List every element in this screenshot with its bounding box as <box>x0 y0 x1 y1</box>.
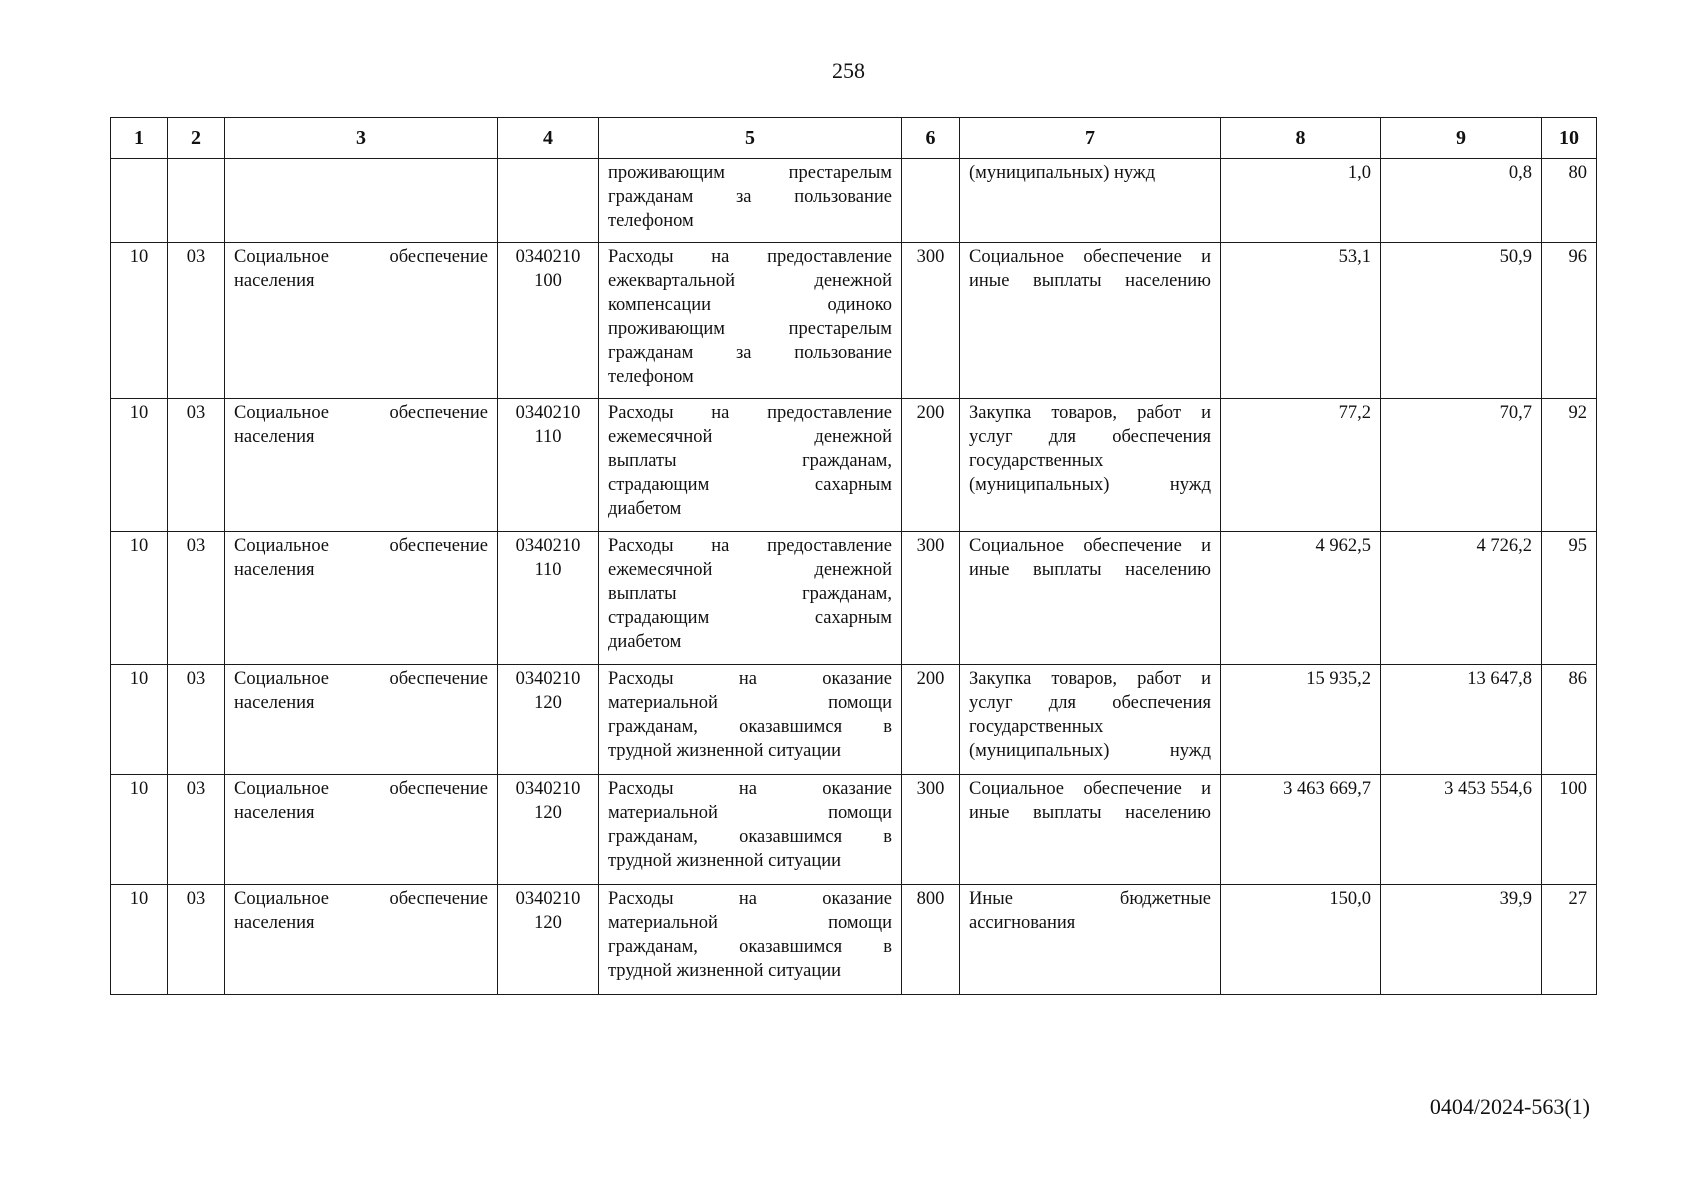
column-header: 6 <box>902 118 960 159</box>
table-row <box>111 885 1597 995</box>
cell-col3 <box>225 665 498 775</box>
document-code: 0404/2024-563(1) <box>1429 1094 1590 1119</box>
cell-col7 <box>960 775 1221 885</box>
cell-col1: 10 <box>111 775 168 885</box>
cell-col7 <box>960 159 1221 243</box>
cell-col6: 300 <box>902 775 960 885</box>
cell-line: Социальное обеспечение <box>234 403 488 423</box>
cell-col8: 4 962,5 <box>1221 532 1381 665</box>
cell-line: материальной помощи <box>608 913 892 933</box>
column-header: 10 <box>1542 118 1597 159</box>
column-header: 8 <box>1221 118 1381 159</box>
cell-line: государственных <box>969 451 1104 471</box>
cell-line: иные выплаты населению <box>969 803 1211 823</box>
cell-line: 0340210 <box>515 403 581 423</box>
cell-col9: 0,8 <box>1381 159 1542 243</box>
table-row <box>111 243 1597 399</box>
cell-line: выплаты гражданам, <box>608 584 892 604</box>
column-header: 2 <box>168 118 225 159</box>
cell-col10: 95 <box>1542 532 1597 665</box>
cell-col7 <box>960 885 1221 995</box>
cell-line: услуг для обеспечения <box>969 693 1211 713</box>
cell-col8: 150,0 <box>1221 885 1381 995</box>
cell-col9: 3 453 554,6 <box>1381 775 1542 885</box>
cell-col1 <box>111 159 168 243</box>
cell-line: населения <box>234 803 315 823</box>
cell-col5 <box>599 159 902 243</box>
cell-line: Закупка товаров, работ и <box>969 403 1211 423</box>
cell-line: услуг для обеспечения <box>969 427 1211 447</box>
cell-col5 <box>599 243 902 399</box>
cell-col3 <box>225 775 498 885</box>
cell-line: Расходы на предоставление <box>608 403 892 423</box>
cell-col7 <box>960 399 1221 532</box>
cell-line: Расходы на предоставление <box>608 536 892 556</box>
cell-col3 <box>225 243 498 399</box>
cell-line: Социальное обеспечение <box>234 889 488 909</box>
cell-line: страдающим сахарным <box>608 475 892 495</box>
cell-col3 <box>225 532 498 665</box>
cell-col2: 03 <box>168 775 225 885</box>
cell-col5 <box>599 775 902 885</box>
cell-col8: 15 935,2 <box>1221 665 1381 775</box>
cell-col5 <box>599 532 902 665</box>
header-row <box>111 118 1597 159</box>
cell-line: телефоном <box>608 367 694 387</box>
cell-col10: 100 <box>1542 775 1597 885</box>
cell-line: Социальное обеспечение <box>234 536 488 556</box>
cell-line: 120 <box>534 913 562 933</box>
cell-col4 <box>498 159 599 243</box>
cell-line: Закупка товаров, работ и <box>969 669 1211 689</box>
cell-line: Социальное обеспечение и <box>969 779 1211 799</box>
cell-line: гражданам, оказавшимся в <box>608 717 892 737</box>
cell-line: (муниципальных) нужд <box>969 163 1156 183</box>
cell-line: гражданам, оказавшимся в <box>608 827 892 847</box>
cell-line: ежемесячной денежной <box>608 427 892 447</box>
table-row <box>111 665 1597 775</box>
cell-col10: 96 <box>1542 243 1597 399</box>
cell-col5 <box>599 665 902 775</box>
cell-line: диабетом <box>608 632 682 652</box>
cell-col1: 10 <box>111 532 168 665</box>
cell-line: материальной помощи <box>608 693 892 713</box>
cell-col4 <box>498 532 599 665</box>
cell-line: 120 <box>534 693 562 713</box>
cell-col6: 300 <box>902 532 960 665</box>
cell-line: Расходы на оказание <box>608 889 892 909</box>
column-header: 5 <box>599 118 902 159</box>
cell-col7 <box>960 665 1221 775</box>
cell-line: ассигнования <box>969 913 1076 933</box>
cell-line: 0340210 <box>515 779 581 799</box>
cell-col8: 77,2 <box>1221 399 1381 532</box>
cell-line: страдающим сахарным <box>608 608 892 628</box>
cell-line: 110 <box>534 427 562 447</box>
cell-line: населения <box>234 560 315 580</box>
cell-col7 <box>960 532 1221 665</box>
cell-col4 <box>498 399 599 532</box>
cell-col3 <box>225 885 498 995</box>
cell-col1: 10 <box>111 399 168 532</box>
cell-line: гражданам, оказавшимся в <box>608 937 892 957</box>
cell-line: телефоном <box>608 211 694 231</box>
cell-col1: 10 <box>111 665 168 775</box>
cell-line: Расходы на оказание <box>608 669 892 689</box>
cell-col4 <box>498 885 599 995</box>
cell-line: населения <box>234 271 315 291</box>
cell-line: выплаты гражданам, <box>608 451 892 471</box>
cell-line: ежемесячной денежной <box>608 560 892 580</box>
cell-line: населения <box>234 913 315 933</box>
cell-line: трудной жизненной ситуации <box>608 851 842 871</box>
cell-col10: 27 <box>1542 885 1597 995</box>
cell-line: Социальное обеспечение <box>234 779 488 799</box>
cell-col4 <box>498 665 599 775</box>
budget-table <box>110 117 1597 995</box>
cell-line: ежеквартальной денежной <box>608 271 892 291</box>
cell-line: Социальное обеспечение и <box>969 536 1211 556</box>
cell-line: (муниципальных) нужд <box>969 475 1211 495</box>
cell-line: 0340210 <box>515 247 581 267</box>
cell-line: Расходы на предоставление <box>608 247 892 267</box>
cell-col2: 03 <box>168 243 225 399</box>
cell-col9: 4 726,2 <box>1381 532 1542 665</box>
cell-line: трудной жизненной ситуации <box>608 741 842 761</box>
column-header: 1 <box>111 118 168 159</box>
column-header: 3 <box>225 118 498 159</box>
cell-line: Иные бюджетные <box>969 889 1211 909</box>
cell-col10: 80 <box>1542 159 1597 243</box>
cell-col6: 200 <box>902 399 960 532</box>
cell-col1: 10 <box>111 243 168 399</box>
cell-col2: 03 <box>168 665 225 775</box>
table-row <box>111 159 1597 243</box>
cell-col6: 300 <box>902 243 960 399</box>
cell-line: населения <box>234 427 315 447</box>
cell-line: 0340210 <box>515 669 581 689</box>
table-row <box>111 775 1597 885</box>
page-number: 258 <box>832 58 865 83</box>
cell-line: населения <box>234 693 315 713</box>
cell-col4 <box>498 243 599 399</box>
cell-line: Расходы на оказание <box>608 779 892 799</box>
cell-line: Социальное обеспечение <box>234 669 488 689</box>
cell-line: иные выплаты населению <box>969 271 1211 291</box>
cell-line: гражданам за пользование <box>608 187 892 207</box>
cell-line: 0340210 <box>515 536 581 556</box>
cell-col9: 13 647,8 <box>1381 665 1542 775</box>
cell-line: гражданам за пользование <box>608 343 892 363</box>
cell-line: 100 <box>534 271 562 291</box>
cell-col6 <box>902 159 960 243</box>
cell-col8: 1,0 <box>1221 159 1381 243</box>
cell-line: Социальное обеспечение и <box>969 247 1211 267</box>
column-header: 7 <box>960 118 1221 159</box>
cell-col6: 800 <box>902 885 960 995</box>
cell-col3 <box>225 159 498 243</box>
cell-line: проживающим престарелым <box>608 319 892 339</box>
cell-col7 <box>960 243 1221 399</box>
cell-col2: 03 <box>168 532 225 665</box>
cell-line: иные выплаты населению <box>969 560 1211 580</box>
cell-col2: 03 <box>168 885 225 995</box>
cell-line: государственных <box>969 717 1104 737</box>
cell-col2: 03 <box>168 399 225 532</box>
cell-col8: 53,1 <box>1221 243 1381 399</box>
cell-line: 120 <box>534 803 562 823</box>
cell-line: (муниципальных) нужд <box>969 741 1211 761</box>
cell-col5 <box>599 885 902 995</box>
cell-line: компенсации одиноко <box>608 295 892 315</box>
cell-col1: 10 <box>111 885 168 995</box>
cell-col5 <box>599 399 902 532</box>
cell-col10: 92 <box>1542 399 1597 532</box>
table-row <box>111 399 1597 532</box>
cell-line: 110 <box>534 560 562 580</box>
cell-line: диабетом <box>608 499 682 519</box>
cell-line: проживающим престарелым <box>608 163 892 183</box>
cell-col8: 3 463 669,7 <box>1221 775 1381 885</box>
cell-col9: 70,7 <box>1381 399 1542 532</box>
cell-line: 0340210 <box>515 889 581 909</box>
cell-col9: 50,9 <box>1381 243 1542 399</box>
table-row <box>111 532 1597 665</box>
cell-line: материальной помощи <box>608 803 892 823</box>
cell-col10: 86 <box>1542 665 1597 775</box>
cell-col2 <box>168 159 225 243</box>
cell-line: трудной жизненной ситуации <box>608 961 842 981</box>
cell-col9: 39,9 <box>1381 885 1542 995</box>
column-header: 9 <box>1381 118 1542 159</box>
cell-line: Социальное обеспечение <box>234 247 488 267</box>
cell-col4 <box>498 775 599 885</box>
cell-col3 <box>225 399 498 532</box>
cell-col6: 200 <box>902 665 960 775</box>
column-header: 4 <box>498 118 599 159</box>
